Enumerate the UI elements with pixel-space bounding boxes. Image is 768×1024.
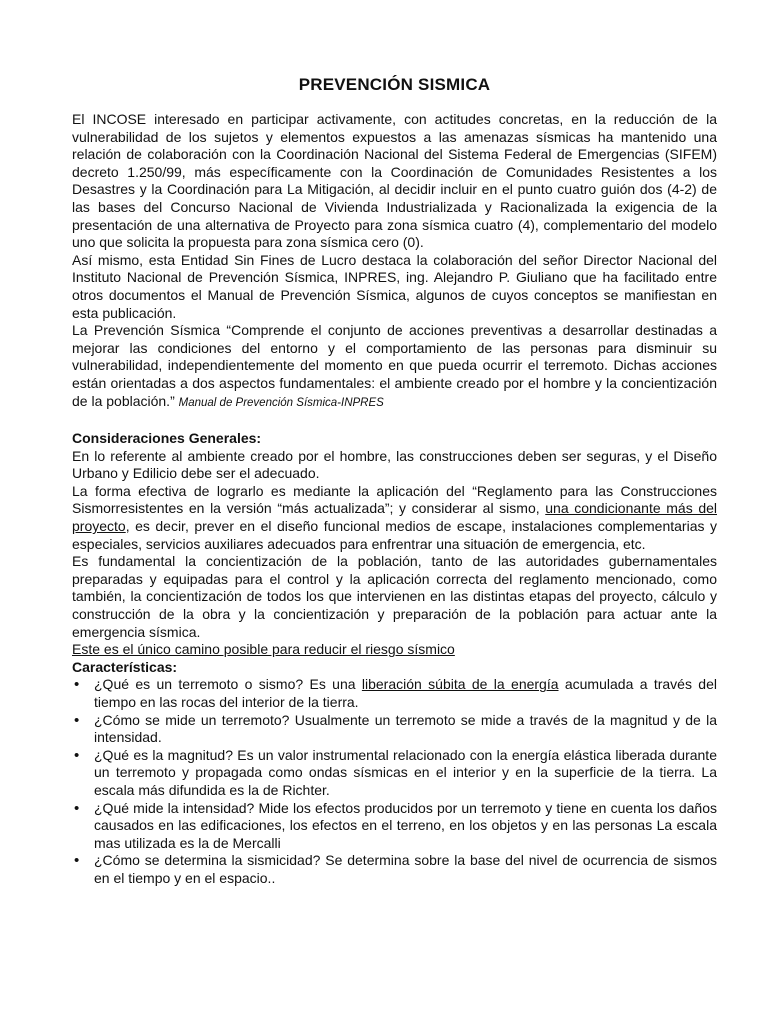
list-item: • ¿Qué mide la intensidad? Mide los efectos producidos por un terremoto y tiene en cuenta los daños causados en las edificaciones, los efectos en el terreno, en los objetos y en las personas La escala mas utilizada es la de Mercalli: [72, 800, 717, 853]
emergency-provisions-text: , es decir, prever en el diseño funcional medios de escape, instalaciones complementarias y especiales, servicios auxiliares adecuados para enfrentrar una situación de emergencia, etc.: [72, 518, 717, 552]
intro-paragraph-1: El INCOSE interesado en participar activamente, con actitudes concretas, en la reducción de la vulnerabilidad de los sujetos y elementos expuestos a las amenazas sísmicas ha mantenido una relación de colaboración con la Coordinación Nacional del Sistema Federal de Emergencias (SIFEM) decreto 1.250/99, más específicamente con la Coordinación de Comunidades Resistentes a los Desastres y la Coordinación para La Mitigación, al decidir incluir en el punto cuatro guión dos (4-2) de las bases del Concurso Nacional de Vivienda Industrializada y Racionalizada la exigencia de la presentación de una alternativa de Proyecto para zona sísmica cuatro (4), complementario del modelo uno que solicita la propuesta para zona sísmica cero (0).: [72, 111, 717, 251]
characteristics-heading: Características:: [72, 658, 178, 675]
considerations-heading: Consideraciones Generales:: [72, 430, 262, 447]
document-body: [72, 111, 717, 888]
list-item: • ¿Cómo se determina la sismicidad? Se determina sobre la base del nivel de ocurrencia de sismos en el tiempo y en el espacio..: [72, 852, 717, 887]
list-item: • ¿Cómo se mide un terremoto? Usualmente un terremoto se mide a través de la magnitud y de la intensidad.: [72, 712, 717, 747]
underlined-design-condition: una condicionante más del proyecto: [72, 500, 717, 535]
list-item: [72, 676, 717, 711]
considerations-paragraph-3: Es fundamental la concientización de la población, tanto de las autoridades gubernamentales preparadas y equipadas para el control y la aplicación correcta del reglamento mencionado, como también, la concientización de todos los que intervienen en las distintas etapas del proyecto, cálculo y construcción de la obra y la concientización y preparación de la población para actuar ante la emergencia sísmica.: [72, 553, 717, 640]
considerations-paragraph-2: [72, 483, 717, 553]
intro-paragraph-2: Así mismo, esta Entidad Sin Fines de Lucro destaca la colaboración del señor Director Nacional del Instituto Nacional de Prevención Sísmica, INPRES, ing. Alejandro P. Giuliano que ha facilitado entre otros documentos el Manual de Prevención Sísmica, algunos de cuyos conceptos se manifiestan en esta publicación.: [72, 251, 717, 321]
underlined-energy-release: liberación súbita de la energía: [361, 676, 559, 693]
considerations-paragraph-1: En lo referente al ambiente creado por el hombre, las construcciones deben ser seguras, y el Diseño Urbano y Edilicio debe ser el adecuado.: [72, 447, 717, 482]
source-citation: Manual de Prevención Sísmica-INPRES: [178, 396, 384, 409]
earthquake-answer: acumulada a través del tiempo en las rocas del interior de la tierra.: [94, 676, 717, 710]
section-spacer: [72, 412, 717, 430]
characteristics-list: [72, 676, 717, 887]
prevention-definition-quote: La Prevención Sísmica “Comprende el conjunto de acciones preventivas a desarrollar destinadas a mejorar las condiciones del entorno y el comportamiento de las personas para disminuir su vulnerabilidad, independientemente del momento en que pueda ocurrir el terremoto. Dichas acciones están orientadas a dos aspectos fundamentales: el ambiente creado por el hombre y la concientización de la población.”: [72, 322, 717, 409]
earthquake-question: ¿Qué es un terremoto o sismo? Es una: [94, 676, 362, 693]
regulation-text: La forma efectiva de lograrlo es mediante la aplicación del “Reglamento para las Construcciones Sismorresistentes en la versión “más actualizada”; y considerar al sismo,: [72, 482, 717, 517]
underlined-conclusion: Este es el único camino posible para reducir el riesgo sísmico: [72, 641, 455, 658]
document-title: PREVENCIÓN SISMICA: [298, 75, 491, 94]
intro-paragraph-3: [72, 322, 717, 412]
list-item: • ¿Qué es la magnitud? Es un valor instrumental relacionado con la energía elástica liberada durante un terremoto y propagada como ondas sísmicas en el interior y en la superficie de la tierra. La escala más difundida es la de Richter.: [72, 747, 717, 800]
considerations-conclusion: [72, 641, 717, 659]
